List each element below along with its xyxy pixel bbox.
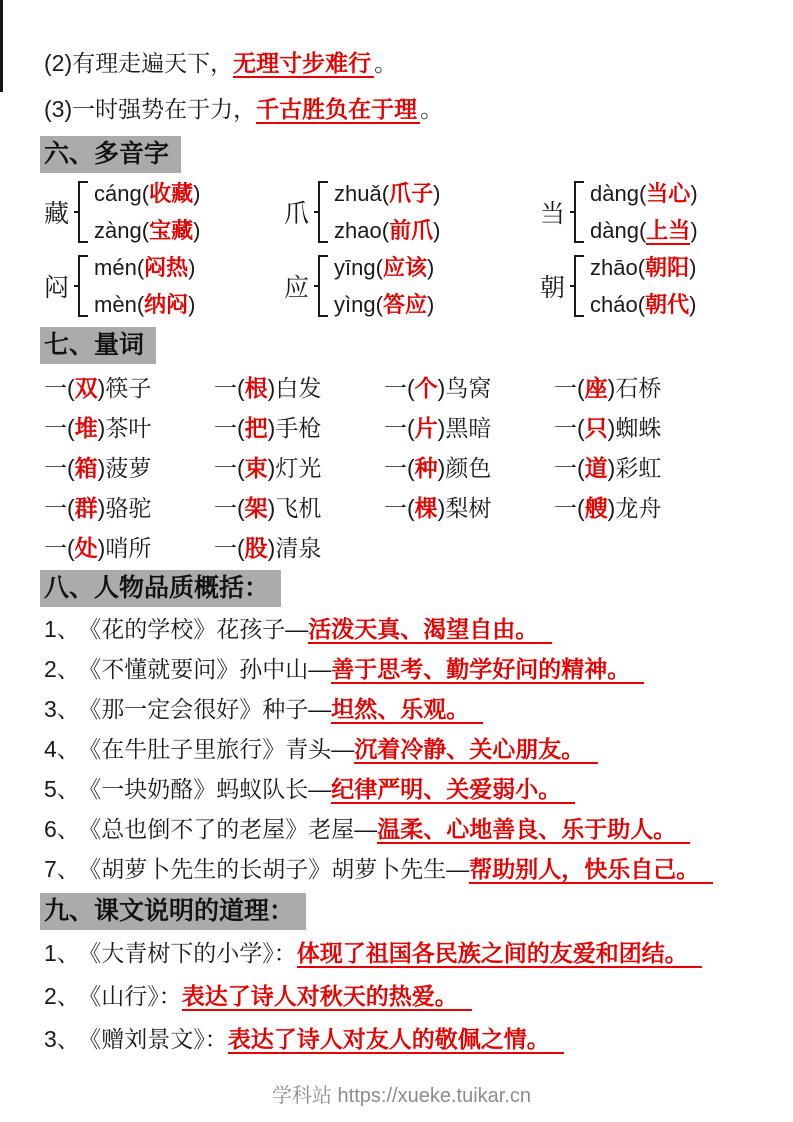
paren: ( — [638, 180, 647, 206]
measure-red: 箱 — [74, 454, 98, 481]
measure-red: 种 — [414, 454, 438, 481]
measure-word-item — [44, 450, 214, 483]
example-word-red: 当心 — [646, 180, 691, 206]
paren: ( — [381, 180, 390, 206]
readings — [590, 182, 698, 243]
duoyinzi-row-2 — [44, 249, 759, 323]
quality-item — [44, 609, 759, 649]
reading-line — [590, 219, 698, 243]
measure-word-item — [384, 490, 554, 523]
example-word-red: 答应 — [382, 291, 427, 317]
paren: ( — [67, 454, 75, 481]
section-heading-duoyinzi: 六、多音字 — [40, 136, 181, 173]
one: 一 — [44, 494, 67, 521]
one: 一 — [554, 374, 577, 401]
paren: ) — [607, 414, 616, 441]
one: 一 — [214, 454, 237, 481]
noun: 筷子 — [105, 374, 152, 401]
measure-red: 股 — [244, 534, 268, 561]
brace-icon — [570, 181, 585, 243]
reading-line — [334, 293, 434, 317]
section-heading-renwu: 八、人物品质概括： — [40, 570, 281, 607]
paren: ( — [136, 291, 145, 317]
paren: ( — [141, 217, 150, 243]
item-answer-red: 表达了诗人对友人的敬佩之情。 — [228, 1026, 564, 1054]
measure-word-item — [214, 530, 384, 563]
paren: ( — [237, 414, 245, 441]
one: 一 — [554, 454, 577, 481]
paren: ) — [267, 534, 276, 561]
example-word-red: 前爪 — [389, 217, 434, 243]
pinyin: yìng — [334, 291, 376, 317]
quality-item — [44, 689, 759, 729]
example-word-red: 朝阳 — [645, 254, 690, 280]
brace-icon — [74, 255, 89, 317]
readings — [334, 182, 440, 243]
paren: ) — [97, 414, 106, 441]
lesson-item — [44, 975, 759, 1018]
paren: ( — [407, 494, 415, 521]
measure-word-item — [554, 490, 759, 523]
scan-artifact-line — [0, 0, 3, 92]
item-number: 2、 — [44, 656, 80, 682]
duoyinzi-row-1 — [44, 175, 759, 249]
lesson-item — [44, 932, 759, 975]
head-character: 闷 — [44, 274, 70, 302]
noun: 鸟窝 — [445, 374, 492, 401]
item-number: 2、 — [44, 983, 80, 1009]
one: 一 — [44, 534, 67, 561]
paren: ( — [381, 217, 390, 243]
measure-word-item — [384, 450, 554, 483]
paren: ( — [637, 291, 646, 317]
measure-word-item — [554, 370, 759, 403]
paren: ) — [437, 454, 446, 481]
duoyinzi-group-ying — [284, 255, 540, 317]
noun: 茶叶 — [105, 414, 152, 441]
paren: ( — [407, 414, 415, 441]
item-black: 《不懂就要问》孙中山— — [89, 656, 332, 682]
reading-line — [94, 293, 195, 317]
example-word-red: 收藏 — [149, 180, 194, 206]
one: 一 — [384, 374, 407, 401]
measure-red: 片 — [414, 414, 438, 441]
pinyin: zhao — [334, 217, 382, 243]
paren: ) — [97, 454, 106, 481]
paren: ) — [97, 374, 106, 401]
measure-word-item — [214, 490, 384, 523]
paren: ) — [97, 494, 106, 521]
paren: ( — [577, 374, 585, 401]
reading-line — [94, 182, 200, 206]
paren: ) — [607, 454, 616, 481]
item-black: 《总也倒不了的老屋》老屋— — [89, 816, 378, 842]
paren: ) — [267, 374, 276, 401]
reading-line — [590, 293, 696, 317]
paren: ( — [407, 374, 415, 401]
measure-red: 棵 — [414, 494, 438, 521]
item-number: 1、 — [44, 616, 80, 642]
measure-red: 架 — [244, 494, 268, 521]
paren: ) — [690, 217, 698, 243]
paren: ) — [607, 494, 616, 521]
reading-line — [334, 256, 434, 280]
item-number: 1、 — [44, 940, 80, 966]
pinyin: cháo — [590, 291, 638, 317]
measure-word-item — [44, 530, 214, 563]
measure-word-item — [214, 370, 384, 403]
one: 一 — [384, 494, 407, 521]
measure-words-grid — [44, 366, 759, 566]
proverb-tail: 。 — [420, 96, 444, 122]
readings — [590, 256, 696, 317]
paren: ( — [237, 454, 245, 481]
paren: ( — [136, 254, 145, 280]
pinyin: dàng — [590, 217, 639, 243]
brace-icon — [314, 181, 329, 243]
paren: ( — [375, 254, 383, 280]
example-word-red: 纳闷 — [144, 291, 189, 317]
measure-red: 处 — [74, 534, 98, 561]
paren: ( — [67, 494, 75, 521]
noun: 手枪 — [275, 414, 322, 441]
readings — [94, 256, 195, 317]
quality-item — [44, 729, 759, 769]
item-black: 《山行》： — [89, 983, 182, 1009]
proverb-black: (2)有理走遍天下， — [44, 50, 234, 76]
paren: ( — [237, 534, 245, 561]
measure-red: 根 — [244, 374, 268, 401]
measure-word-item — [554, 450, 759, 483]
one: 一 — [214, 374, 237, 401]
noun: 龙舟 — [615, 494, 662, 521]
head-character: 应 — [284, 274, 310, 302]
one: 一 — [554, 414, 577, 441]
head-character: 爪 — [284, 200, 310, 228]
proverb-line — [44, 40, 759, 86]
section-heading-daoli: 九、课文说明的道理： — [40, 893, 306, 930]
lesson-list — [44, 932, 759, 1061]
noun: 骆驼 — [105, 494, 152, 521]
item-answer-red: 表达了诗人对秋天的热爱。 — [182, 983, 472, 1011]
paren: ( — [638, 217, 647, 243]
paren: ) — [690, 180, 698, 206]
paren: ) — [267, 454, 276, 481]
noun: 白发 — [275, 374, 322, 401]
one: 一 — [384, 454, 407, 481]
noun: 哨所 — [105, 534, 152, 561]
one: 一 — [214, 414, 237, 441]
item-answer-red: 帮助别人，快乐自己。 — [469, 856, 713, 884]
reading-line — [590, 182, 698, 206]
item-number: 5、 — [44, 776, 80, 802]
paren: ) — [433, 180, 441, 206]
item-answer-red: 纪律严明、关爱弱小。 — [331, 776, 575, 804]
item-black: 《一块奶酪》蚂蚁队长— — [89, 776, 332, 802]
measure-red: 只 — [584, 414, 608, 441]
lesson-item — [44, 1018, 759, 1061]
paren: ) — [188, 291, 196, 317]
paren: ( — [407, 454, 415, 481]
measure-word-item — [44, 490, 214, 523]
example-word-red: 上当 — [646, 217, 691, 243]
item-black: 《那一定会很好》种子— — [89, 696, 332, 722]
readings — [94, 182, 200, 243]
readings — [334, 256, 434, 317]
measure-word-item — [214, 450, 384, 483]
measure-red: 群 — [74, 494, 98, 521]
paren: ) — [426, 291, 435, 317]
noun: 清泉 — [275, 534, 322, 561]
one: 一 — [44, 454, 67, 481]
paren: ) — [433, 217, 441, 243]
item-black: 《在牛肚子里旅行》青头— — [89, 736, 355, 762]
paren: ) — [426, 254, 435, 280]
duoyinzi-group-dang — [540, 181, 759, 243]
noun: 彩虹 — [615, 454, 662, 481]
paren: ( — [67, 374, 75, 401]
proverb-black: (3)一时强势在于力， — [44, 96, 257, 122]
pinyin: dàng — [590, 180, 639, 206]
noun: 飞机 — [275, 494, 322, 521]
example-word-red: 宝藏 — [149, 217, 194, 243]
brace-icon — [74, 181, 89, 243]
example-word-red: 应该 — [382, 254, 427, 280]
measure-word-item — [384, 410, 554, 443]
paren: ) — [437, 494, 446, 521]
item-black: 《大青树下的小学》： — [89, 940, 297, 966]
item-number: 3、 — [44, 1026, 80, 1052]
paren: ( — [577, 414, 585, 441]
measure-red: 道 — [584, 454, 608, 481]
paren: ) — [193, 217, 201, 243]
measure-word-item — [384, 370, 554, 403]
proverb-line — [44, 86, 759, 132]
paren: ) — [97, 534, 106, 561]
measure-red: 座 — [584, 374, 608, 401]
reading-line — [94, 219, 200, 243]
duoyinzi-group-chao — [540, 255, 759, 317]
paren: ) — [689, 291, 697, 317]
quality-item — [44, 769, 759, 809]
quality-item — [44, 809, 759, 849]
measure-red: 艘 — [584, 494, 608, 521]
duoyinzi-group-men — [44, 255, 284, 317]
paren: ) — [437, 374, 446, 401]
reading-line — [334, 182, 440, 206]
paren: ( — [67, 414, 75, 441]
item-black: 《胡萝卜先生的长胡子》胡萝卜先生— — [89, 856, 470, 882]
item-number: 4、 — [44, 736, 80, 762]
paren: ( — [67, 534, 75, 561]
pinyin: mén — [94, 254, 137, 280]
paren: ) — [267, 494, 276, 521]
noun: 梨树 — [445, 494, 492, 521]
noun: 蜘蛛 — [615, 414, 662, 441]
item-answer-red: 活泼天真、渴望自由。 — [308, 616, 552, 644]
pinyin: mèn — [94, 291, 137, 317]
paren: ) — [188, 254, 196, 280]
item-answer-red: 坦然、乐观。 — [331, 696, 483, 724]
character-quality-list — [44, 609, 759, 889]
section-heading-liangci: 七、量词 — [40, 327, 156, 364]
head-character: 藏 — [44, 200, 70, 228]
paren: ( — [577, 454, 585, 481]
reading-line — [590, 256, 696, 280]
paren: ) — [193, 180, 201, 206]
footer-watermark: 学科站 https://xueke.tuikar.cn — [272, 1085, 531, 1107]
paren: ) — [607, 374, 616, 401]
noun: 灯光 — [275, 454, 322, 481]
one: 一 — [214, 494, 237, 521]
measure-red: 束 — [244, 454, 268, 481]
quality-item — [44, 849, 759, 889]
brace-icon — [570, 255, 585, 317]
item-answer-red: 体现了祖国各民族之间的友爱和团结。 — [297, 940, 702, 968]
paren: ( — [577, 494, 585, 521]
proverb-tail: 。 — [374, 50, 398, 76]
proverb-answer-red: 无理寸步难行 — [233, 50, 374, 78]
item-number: 3、 — [44, 696, 80, 722]
paren: ( — [375, 291, 383, 317]
head-character: 朝 — [540, 274, 566, 302]
one: 一 — [44, 374, 67, 401]
item-answer-red: 温柔、心地善良、乐于助人。 — [377, 816, 690, 844]
item-answer-red: 善于思考、勤学好问的精神。 — [331, 656, 644, 684]
item-number: 6、 — [44, 816, 80, 842]
one: 一 — [384, 414, 407, 441]
measure-red: 把 — [244, 414, 268, 441]
paren: ( — [237, 374, 245, 401]
paren: ) — [267, 414, 276, 441]
reading-line — [334, 219, 440, 243]
item-answer-red: 沉着冷静、关心朋友。 — [354, 736, 598, 764]
pinyin: zhuǎ — [334, 180, 382, 206]
example-word-red: 爪子 — [389, 180, 434, 206]
paren: ( — [637, 254, 646, 280]
pinyin: zàng — [94, 217, 142, 243]
noun: 颜色 — [445, 454, 492, 481]
measure-red: 个 — [414, 374, 438, 401]
quality-item — [44, 649, 759, 689]
example-word-red: 朝代 — [645, 291, 690, 317]
proverb-answer-red: 千古胜负在于理 — [256, 96, 420, 124]
duoyinzi-group-cang — [44, 181, 284, 243]
one: 一 — [44, 414, 67, 441]
noun: 菠萝 — [105, 454, 152, 481]
pinyin: yīng — [334, 254, 376, 280]
paren: ( — [237, 494, 245, 521]
measure-word-item — [44, 410, 214, 443]
paren: ) — [689, 254, 697, 280]
measure-red: 堆 — [74, 414, 98, 441]
one: 一 — [554, 494, 577, 521]
measure-word-item — [214, 410, 384, 443]
example-word-red: 闷热 — [144, 254, 189, 280]
duoyinzi-group-zhua — [284, 181, 540, 243]
noun: 黑暗 — [445, 414, 492, 441]
item-number: 7、 — [44, 856, 80, 882]
one: 一 — [214, 534, 237, 561]
measure-word-item — [554, 410, 759, 443]
head-character: 当 — [540, 200, 566, 228]
pinyin: zhāo — [590, 254, 638, 280]
paren: ) — [437, 414, 446, 441]
paren: ( — [141, 180, 150, 206]
reading-line — [94, 256, 195, 280]
item-black: 《花的学校》花孩子— — [89, 616, 309, 642]
noun: 石桥 — [615, 374, 662, 401]
pinyin: cáng — [94, 180, 142, 206]
measure-word-item — [44, 370, 214, 403]
brace-icon — [314, 255, 329, 317]
measure-red: 双 — [74, 374, 98, 401]
item-black: 《赠刘景文》： — [89, 1026, 228, 1052]
